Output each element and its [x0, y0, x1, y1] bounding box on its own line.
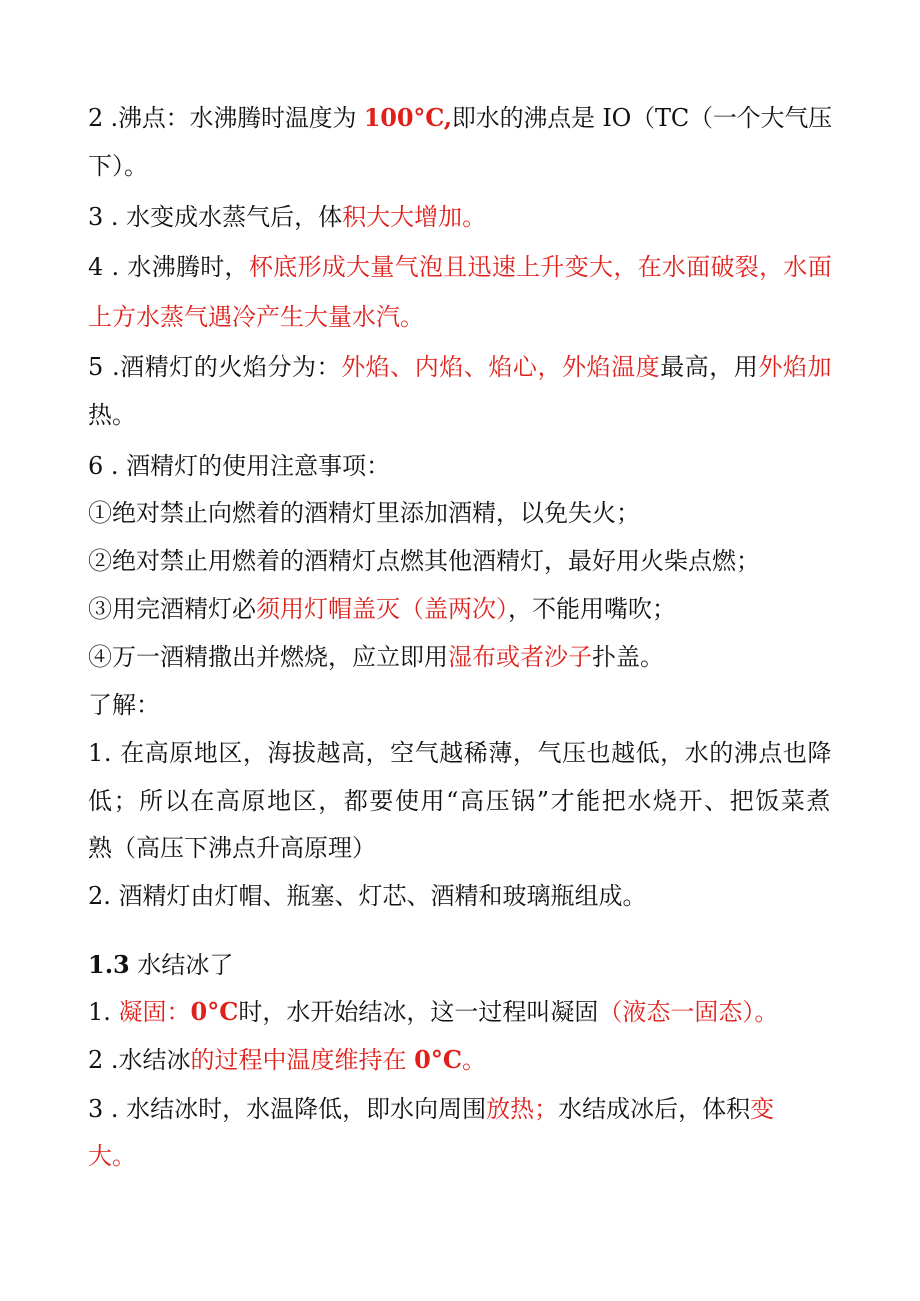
- highlight-text: 大。: [88, 1142, 136, 1170]
- body-text: 2 .沸点：水沸腾时温度为: [88, 104, 364, 132]
- body-text: 4 . 水沸腾时，: [88, 253, 249, 281]
- text-line: [88, 1045, 486, 1075]
- body-text: 了解：: [88, 691, 160, 719]
- body-text: 1. 在高原地区，海拔越高，空气越稀薄，气压也越低，水的沸点也降: [88, 739, 832, 767]
- highlight-text: 0°C: [414, 1045, 462, 1074]
- body-text: ②绝对禁止用燃着的酒精灯点燃其他酒精灯，最好用火柴点燃；: [88, 547, 760, 575]
- highlight-text: 外焰加: [758, 353, 833, 381]
- body-text: 水结冰了: [129, 951, 234, 979]
- text-line: [88, 451, 390, 481]
- highlight-text: 。: [461, 1046, 486, 1074]
- body-text: 下）。: [88, 152, 148, 180]
- text-line: [88, 997, 778, 1027]
- body-text: ①绝对禁止向燃着的酒精灯里添加酒精，以免失火；: [88, 499, 640, 527]
- highlight-text: 上方水蒸气遇冷产生大量水汽。: [88, 303, 424, 331]
- body-text: 扑盖。: [592, 643, 664, 671]
- text-line: [88, 642, 664, 672]
- text-line: [88, 738, 832, 768]
- text-line: [88, 546, 760, 576]
- text-line: [88, 151, 148, 181]
- highlight-text: 变: [750, 1095, 775, 1123]
- body-text: 熟（高压下沸点升高原理）: [88, 834, 376, 862]
- text-line: [88, 690, 160, 720]
- text-line: [88, 202, 486, 232]
- highlight-text: 积大大增加。: [342, 203, 487, 231]
- body-text: 最高，用: [660, 353, 759, 381]
- highlight-text: 杯底形成大量气泡且迅速上升变大，在水面破裂，水面: [248, 253, 833, 281]
- highlight-text: 0°C: [190, 997, 239, 1026]
- text-line: [88, 400, 136, 430]
- body-text: 低；所以在高原地区，都要使用“高压锅”才能把水烧开、把饭菜煮: [88, 787, 832, 815]
- text-line: [88, 833, 376, 863]
- text-line: [88, 950, 233, 980]
- highlight-text: 100°C,: [363, 103, 452, 132]
- highlight-text: 凝固：: [118, 998, 191, 1026]
- highlight-text: 的过程中温度维持在: [190, 1046, 415, 1074]
- highlight-text: 须用灯帽盖灭（盖两次）: [256, 595, 508, 623]
- text-line: [88, 786, 832, 816]
- body-text: 水结成冰后，体积: [558, 1095, 751, 1123]
- body-text: 5 .酒精灯的火焰分为：: [88, 353, 342, 381]
- body-text: ，不能用嘴吹；: [508, 595, 676, 623]
- highlight-text: 放热；: [486, 1095, 559, 1123]
- text-line: [88, 252, 832, 282]
- text-line: [88, 594, 676, 624]
- text-line: [88, 302, 424, 332]
- text-line: [88, 1094, 774, 1124]
- body-text: 3 . 水变成水蒸气后，体: [88, 203, 343, 231]
- body-text: 3 . 水结冰时，水温降低，即水向周围: [88, 1095, 487, 1123]
- body-text: 热。: [88, 401, 136, 429]
- text-line: [88, 881, 647, 911]
- body-text: 1.: [88, 998, 119, 1026]
- text-line: [88, 352, 832, 382]
- body-text: ④万一酒精撒出并燃烧，应立即用: [88, 643, 448, 671]
- body-text: 6 . 酒精灯的使用注意事项：: [88, 452, 391, 480]
- highlight-text: （液态一固态）。: [598, 998, 779, 1026]
- text-line: [88, 103, 832, 133]
- body-text: 即水的沸点是 IO（TC（一个大气压: [451, 104, 833, 132]
- text-line: [88, 498, 640, 528]
- highlight-text: 湿布或者沙子: [448, 643, 592, 671]
- body-text: ③用完酒精灯必: [88, 595, 256, 623]
- text-line: [88, 1141, 136, 1171]
- body-text: 时，水开始结冰，这一过程叫凝固: [238, 998, 599, 1026]
- body-text: 1.3: [88, 950, 130, 979]
- body-text: 2 .水结冰: [88, 1046, 191, 1074]
- highlight-text: 外焰、内焰、焰心，外焰温度: [341, 353, 661, 381]
- body-text: 2. 酒精灯由灯帽、瓶塞、灯芯、酒精和玻璃瓶组成。: [88, 882, 647, 910]
